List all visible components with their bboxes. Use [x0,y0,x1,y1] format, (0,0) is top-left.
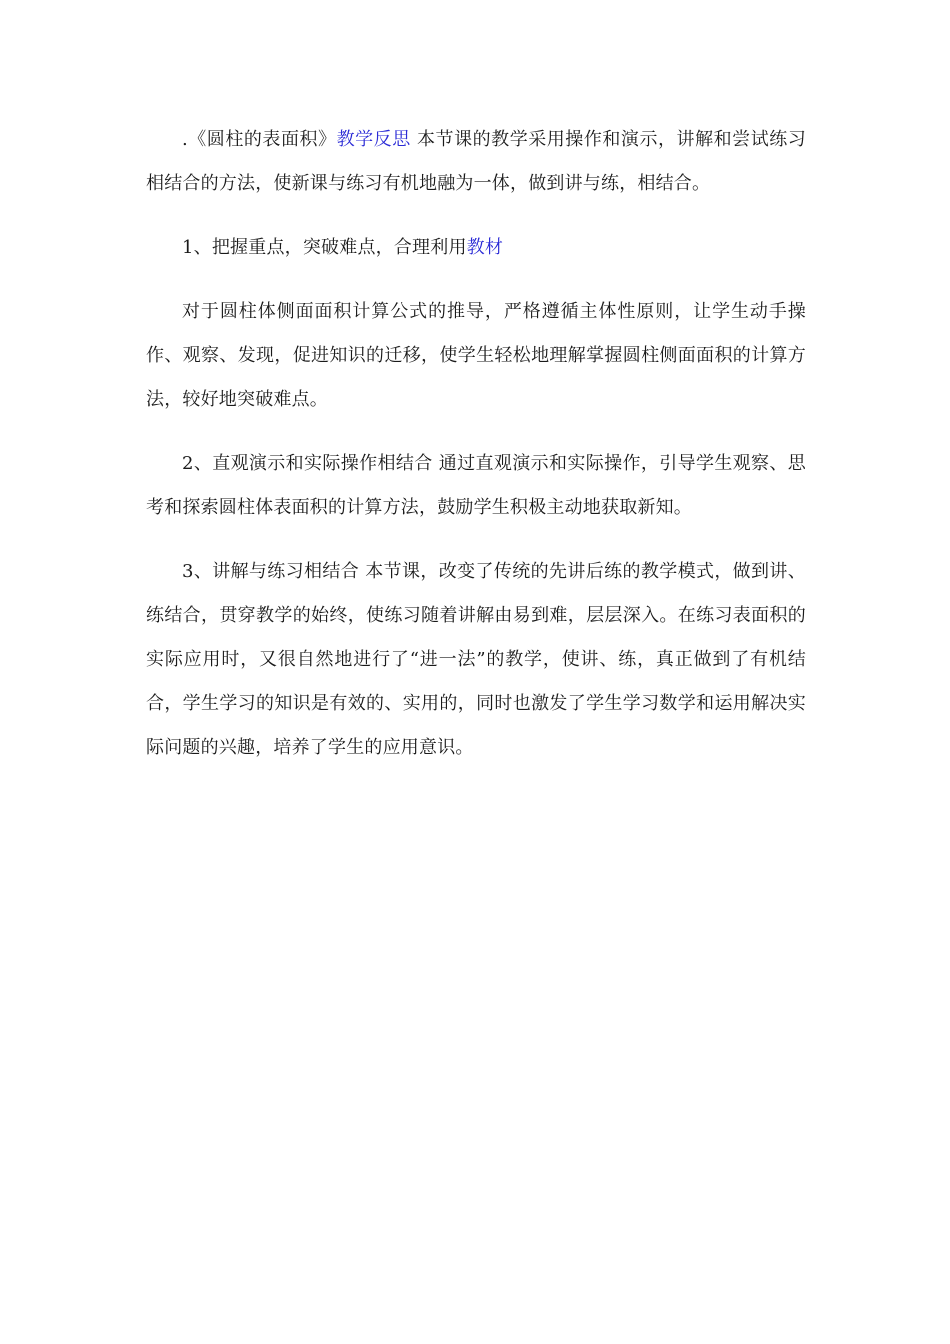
paragraph-intro [146,118,806,206]
paragraph-text: 本节课的教学采用操作和演示，讲解和尝试练习相结合的方法，使新课与练习有机地融为一体，做到讲与练，相结合。 [146,129,806,194]
paragraph-point-2 [146,442,806,530]
paragraph-text: 对于圆柱体侧面面积计算公式的推导，严格遵循主体性原则，让学生动手操作、观察、发现，促进知识的迁移，使学生轻松地理解掌握圆柱侧面面积的计算方法，较好地突破难点。 [146,301,806,410]
paragraph-text: 3、讲解与练习相结合 本节课，改变了传统的先讲后练的教学模式，做到讲、练结合，贯穿教学的始终，使练习随着讲解由易到难，层层深入。在练习表面积的实际应用时，又很自然地进行了“进一法”的教学，使讲、练，真正做到了有机结合，学生学习的知识是有效的、实用的，同时也激发了学生学习数学和运用解决实际问题的兴趣，培养了学生的应用意识。 [146,561,806,758]
paragraph-text: 1、把握重点，突破难点，合理利用 [182,237,467,258]
link-teaching-reflection[interactable]: 教学反思 [336,129,411,150]
paragraph-point-1-body [146,290,806,422]
paragraph-text: 2、直观演示和实际操作相结合 通过直观演示和实际操作，引导学生观察、思考和探索圆柱体表面积的计算方法，鼓励学生积极主动地获取新知。 [146,453,806,518]
paragraph-point-3 [146,550,806,770]
document-body [146,118,806,770]
link-textbook[interactable]: 教材 [466,237,504,258]
paragraph-point-1-heading [146,226,806,270]
paragraph-text: .《圆柱的表面积》 [182,129,337,150]
